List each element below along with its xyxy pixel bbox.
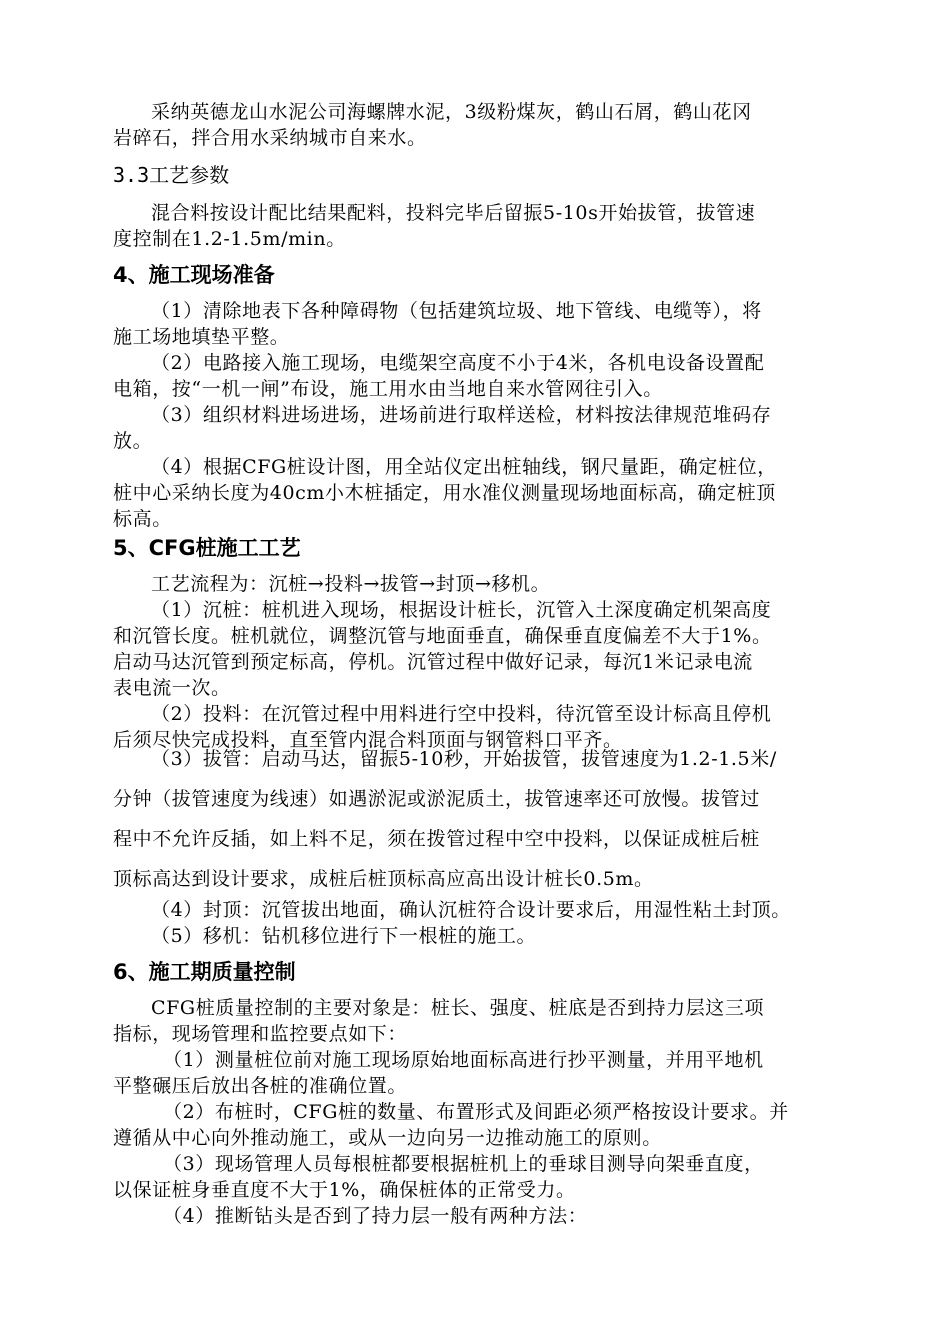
section-heading-6: 6、施工期质量控制 [113,960,296,984]
text-line: （5）移机：钻机移位进行下一根桩的施工。 [151,925,537,947]
section-4-body [113,298,865,532]
intro-paragraph [113,99,865,151]
text-line: （3）组织材料进场进场，进场前进行取样送检，材料按法律规范堆码存 [151,404,772,426]
text-line: （4）封顶：沉管拔出地面，确认沉桩符合设计要求后，用湿性粘土封顶。 [151,899,791,921]
section-5-tail [113,897,865,949]
text-line: （2）电路接入施工现场，电缆架空高度不小于4米，各机电设备设置配 [151,352,765,374]
text-line: （3）拔管：启动马达，留振5-10秒，开始拔管，拔管速度为1.2-1.5米/ [151,748,777,770]
text-line: 混合料按设计配比结果配料，投料完毕后留振5-10s开始拔管，拔管速 [151,202,756,224]
text-line: （1）清除地表下各种障碍物（包括建筑垃圾、地下管线、电缆等），将 [151,300,762,322]
text-line: （4）根据CFG桩设计图，用全站仪定出桩轴线，钢尺量距，确定桩位， [151,456,777,478]
text-line: 桩中心采纳长度为40cm小木桩插定，用水准仪测量现场地面标高，确定桩顶 [113,482,776,504]
text-line: 启动马达沉管到预定标高，停机。沉管过程中做好记录，每沉1米记录电流 [113,651,753,673]
text-line: CFG桩质量控制的主要对象是：桩长、强度、桩底是否到持力层这三项 [151,997,765,1019]
text-line: 施工场地填垫平整。 [113,326,290,348]
text-line: 度控制在1.2-1.5m/min。 [113,228,346,250]
text-line: 电箱，按“一机一闸”布设，施工用水由当地自来水管网往引入。 [113,378,663,400]
text-line: （2）投料：在沉管过程中用料进行空中投料，待沉管至设计标高且停机 [151,703,772,725]
text-line: （1）测量桩位前对施工现场原始地面标高进行抄平测量，并用平地机 [163,1049,764,1071]
text-line: 以保证桩身垂直度不大于1%，确保桩体的正常受力。 [113,1179,576,1201]
text-line: （4）推断钻头是否到了持力层一般有两种方法： [163,1205,588,1227]
text-line: （1）沉桩：桩机进入现场，根据设计桩长，沉管入土深度确定机架高度 [151,599,772,621]
section-3-3-paragraph [113,200,865,252]
text-line: 标高。 [113,508,172,530]
text-line: 和沉管长度。桩机就位，调整沉管与地面垂直，确保垂直度偏差不大于1%。 [113,625,772,647]
text-line: 放。 [113,430,153,452]
section-heading-5: 5、CFG桩施工工艺 [113,536,301,560]
text-line: 遵循从中心向外推动施工，或从一边向另一边推动施工的原则。 [113,1127,662,1149]
text-line: 指标，现场管理和监控要点如下： [113,1023,408,1045]
section-heading-3-3: 3.3工艺参数 [113,163,230,187]
section-heading-4: 4、施工现场准备 [113,263,275,287]
text-line: （2）布桩时，CFG桩的数量、布置形式及间距必须严格按设计要求。并 [163,1101,789,1123]
section-5-drawing-paragraph [113,739,865,899]
text-line: 平整碾压后放出各桩的准确位置。 [113,1075,408,1097]
section-6-body [113,995,865,1229]
section-5-body [113,571,865,753]
text-line: 工艺流程为：沉桩→投料→拔管→封顶→移机。 [151,573,551,595]
text-line: 后须尽快完成投料，直至管内混合料顶面与钢管料口平齐。 [113,729,623,751]
text-line: 岩碎石，拌合用水采纳城市自来水。 [113,127,427,149]
text-line: 采纳英德龙山水泥公司海螺牌水泥，3级粉煤灰，鹤山石屑，鹤山花冈 [151,101,752,123]
text-line: 顶标高达到设计要求，成桩后桩顶标高应高出设计桩长0.5m。 [113,868,654,890]
text-line: （3）现场管理人员每根桩都要根据桩机上的垂球目测导向架垂直度， [163,1153,764,1175]
text-line: 程中不允许反插，如上料不足，须在拨管过程中空中投料，以保证成桩后桩 [113,828,760,850]
text-line: 分钟（拔管速度为线速）如遇淤泥或淤泥质土，拔管速率还可放慢。拔管过 [113,788,760,810]
text-line: 表电流一次。 [113,677,231,699]
